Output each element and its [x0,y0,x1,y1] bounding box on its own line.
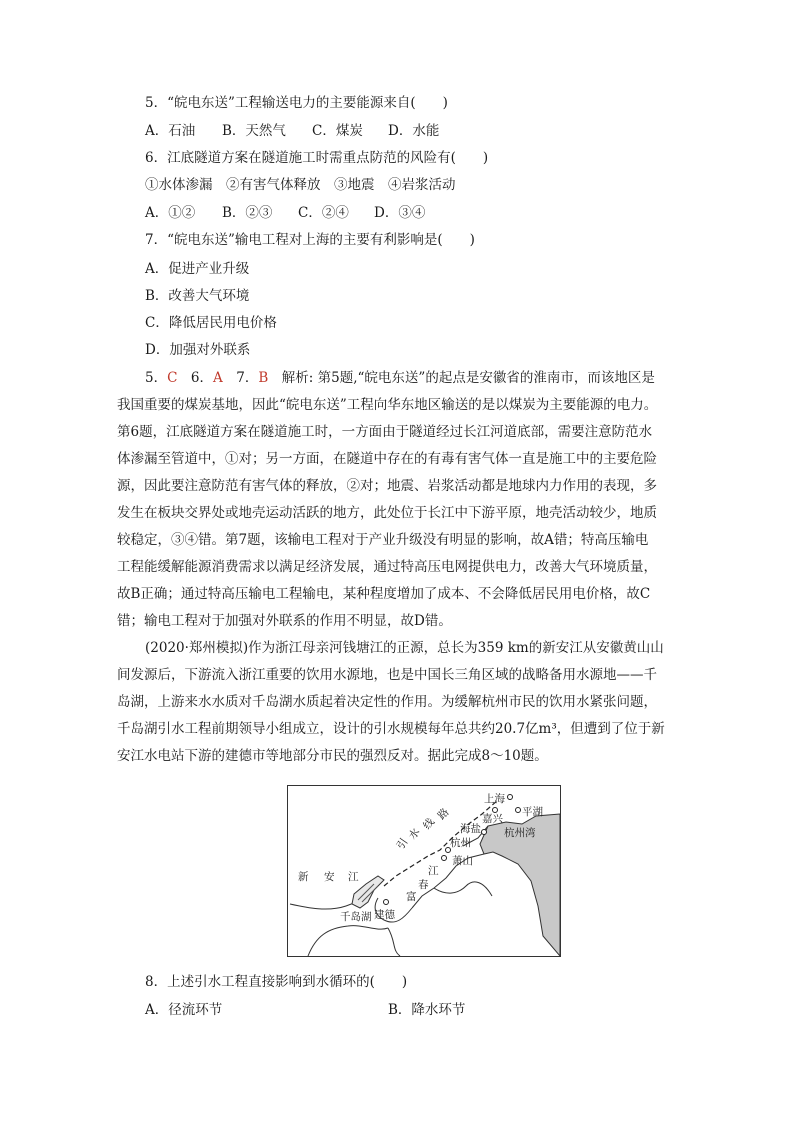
map-svg [288,786,560,956]
q5-option-a: A．石油 [145,123,196,139]
passage-line: 间发源后，下游流入浙江重要的饮用水源地，也是中国长三角区域的战略备用水源地——千 [117,667,657,683]
q5-option-b: B．天然气 [222,123,286,139]
analysis-line: 错；输电工程对于加强对外联系的作用不明显，故D错。 [117,613,452,629]
label-jiang-1: 江 [348,871,359,883]
xiaoshan-marker [442,856,447,861]
south-stream [434,882,492,896]
q8-option-a: A．径流环节 [145,1002,223,1018]
question-7-stem: 7．“皖电东送”输电工程对上海的主要有利影响是( ) [145,232,475,248]
q7-option-b: B．改善大气环境 [145,288,250,304]
label-chun: 春 [418,879,429,891]
answer-6: A [213,370,223,386]
label-xiaoshan: 萧山 [452,855,473,867]
q7-option-d: D．加强对外联系 [145,342,251,358]
answer-5: C [167,370,178,386]
q6-option-a: A．①② [145,205,196,221]
label-hangzhouwan: 杭州湾 [504,827,536,839]
analysis-line: 体渗漏至管道中，①对；另一方面，在隧道中存在的有毒有害气体一直是施工中的主要危险 [117,451,657,467]
answer-line-1 [145,368,655,388]
label-hangzhou: 杭州 [450,837,471,849]
answer-7: B [258,370,269,386]
pinghu-marker [516,808,521,813]
question-8-stem: 8．上述引水工程直接影响到水循环的( ) [145,974,408,990]
label-xin: 新 [298,871,309,883]
q6-option-d: D．③④ [374,205,426,221]
label-shanghai: 上海 [484,793,505,805]
label-yin: 引 [394,836,411,852]
q7-option-a: A．促进产业升级 [145,261,250,277]
label-xian: 线 [421,816,438,832]
analysis-line: 工程能缓解能源消费需求以满足经济发展，通过特高压电网提供电力，改善大气环境质量， [117,559,657,575]
analysis-line: 我国重要的煤炭基地，因此“皖电东送”工程向华东地区输送的是以煤炭为主要能源的电力。 [117,397,658,413]
answer-num-7: 7． [222,370,259,386]
label-qiandaohu: 千岛湖 [340,911,372,923]
south-stream [388,928,400,956]
passage-line: 千岛湖引水工程前期领导小组成立，设计的引水规模每年总共约20.7亿m³，但遭到了位于新 [117,721,665,737]
label-pinghu: 平湖 [522,806,543,818]
q6-option-b: B．②③ [222,205,273,221]
passage-line: (2020·郑州模拟)作为浙江母亲河钱塘江的正源，总长为359 km的新安江从安徽黄山山 [145,640,664,656]
analysis-line: 故B正确；通过特高压输电工程输电，某种程度增加了成本、不会降低居民用电价格，故C [117,586,651,602]
shanghai-marker [508,795,513,800]
answer-num-5: 5． [145,370,168,386]
analysis-line: 第6题，江底隧道方案在隧道施工时，一方面由于隧道经过长江河道底部，需要注意防范水 [117,424,653,440]
label-lu: 路 [435,806,452,823]
question-5-stem: 5．“皖电东送”工程输送电力的主要能源来自( ) [145,95,448,111]
south-stream [308,926,388,956]
analysis-line: 发生在板块交界处或地壳运动活跃的地方，此处位于长江中下游平原，地壳活动较少，地质 [117,505,657,521]
q7-option-c: C．降低居民用电价格 [145,315,277,331]
label-jiaxing: 嘉兴 [482,813,503,825]
passage-line: 安江水电站下游的建德市等地部分市民的强烈反对。据此完成8～10题。 [117,748,548,764]
label-haiyan: 海盐 [460,823,481,835]
haiyan-marker [482,830,487,835]
q8-option-b: B．降水环节 [388,1002,466,1018]
label-shui: 水 [406,826,423,842]
analysis-line: 较稳定，③④错。第7题，该输电工程对于产业升级没有明显的影响，故A错；特高压输电 [117,532,649,548]
passage-line: 岛湖，上游来水水质对千岛湖水质起着决定性的作用。为缓解杭州市民的饮用水紧张问题， [117,694,657,710]
label-fu: 富 [406,891,417,903]
question-6-items: ①水体渗漏 ②有害气体释放 ③地震 ④岩浆活动 [145,177,456,193]
label-jiang-2: 江 [428,865,439,877]
question-6-stem: 6．江底隧道方案在隧道施工时需重点防范的风险有( ) [145,150,489,166]
jiaxing-marker [493,808,498,813]
water-diversion-map [287,785,561,957]
q5-option-d: D．水能 [388,123,440,139]
label-an: 安 [324,871,335,883]
answer-num-6: 6． [177,370,214,386]
q5-option-c: C．煤炭 [312,123,363,139]
label-jiande: 建德 [374,909,395,921]
jiande-marker [384,900,389,905]
analysis-text: 解析: 第5题,“皖电东送”的起点是安徽省的淮南市，而该地区是 [268,370,655,386]
analysis-line: 源，因此要注意防范有害气体的释放，②对；地震、岩浆活动都是地球内力作用的表现，多 [117,478,657,494]
q6-option-c: C．②④ [298,205,349,221]
